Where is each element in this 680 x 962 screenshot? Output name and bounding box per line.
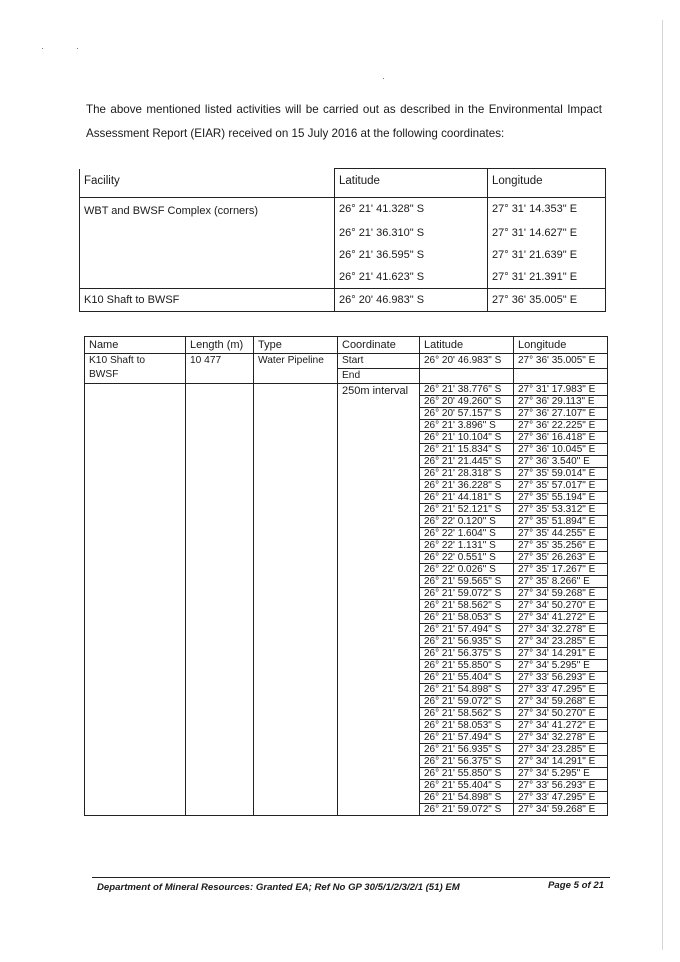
latitude-cell: 26° 21' 36.228" S bbox=[420, 480, 514, 492]
longitude-cell: 27° 34' 59.268" E bbox=[514, 696, 608, 708]
longitude-cell: 27° 36' 10.045" E bbox=[514, 444, 608, 456]
latitude-cell: 26° 21' 57.494" S bbox=[420, 732, 514, 744]
longitude-cell: 27° 31' 21.391" E bbox=[488, 266, 606, 289]
facility-name: K10 Shaft to BWSF bbox=[80, 289, 335, 312]
pipeline-type: Water Pipeline bbox=[254, 354, 338, 384]
header-name: Name bbox=[85, 337, 186, 354]
latitude-cell: 26° 21' 59.072" S bbox=[420, 588, 514, 600]
latitude-cell: 26° 21' 36.595" S bbox=[335, 244, 488, 266]
latitude-cell: 26° 21' 59.565" S bbox=[420, 576, 514, 588]
header-latitude: Latitude bbox=[420, 337, 514, 354]
scan-edge-line bbox=[662, 20, 663, 950]
latitude-cell: 26° 21' 56.935" S bbox=[420, 636, 514, 648]
latitude-cell: 26° 21' 58.562" S bbox=[420, 600, 514, 612]
latitude-cell: 26° 21' 44.181" S bbox=[420, 492, 514, 504]
latitude-cell: 26° 22' 1.604" S bbox=[420, 528, 514, 540]
latitude-cell: 26° 20' 57.157" S bbox=[420, 408, 514, 420]
table-header-row bbox=[80, 169, 606, 198]
latitude-cell: 26° 21' 54.898" S bbox=[420, 684, 514, 696]
longitude-cell: 27° 33' 47.295" E bbox=[514, 684, 608, 696]
latitude-cell: 26° 21' 55.850" S bbox=[420, 660, 514, 672]
scan-speck bbox=[42, 48, 43, 49]
longitude-cell: 27° 35' 57.017" E bbox=[514, 480, 608, 492]
latitude-cell: 26° 21' 21.445" S bbox=[420, 456, 514, 468]
longitude-cell: 27° 35' 17.267" E bbox=[514, 564, 608, 576]
longitude-cell: 27° 35' 59.014" E bbox=[514, 468, 608, 480]
latitude-cell: 26° 21' 52.121" S bbox=[420, 504, 514, 516]
longitude-cell: 27° 36' 35.005" E bbox=[488, 289, 606, 312]
latitude-cell: 26° 21' 55.404" S bbox=[420, 780, 514, 792]
longitude-cell: 27° 34' 59.268" E bbox=[514, 804, 608, 816]
longitude-cell: 27° 36' 3.540" E bbox=[514, 456, 608, 468]
header-longitude: Longitude bbox=[488, 169, 606, 198]
pipeline-length: 10 477 bbox=[186, 354, 254, 384]
longitude-cell: 27° 34' 14.291" E bbox=[514, 756, 608, 768]
intro-line-2: Assessment Report (EIAR) received on 15 July 2016 at the following coordinates: bbox=[86, 127, 505, 140]
coordinate-start: Start bbox=[338, 354, 420, 369]
latitude-cell: 26° 22' 0.026" S bbox=[420, 564, 514, 576]
longitude-cell: 27° 33' 56.293" E bbox=[514, 672, 608, 684]
header-longitude: Longitude bbox=[514, 337, 608, 354]
longitude-cell: 27° 34' 50.270" E bbox=[514, 708, 608, 720]
pipeline-name-line-2: BWSF bbox=[89, 369, 119, 380]
table-row bbox=[85, 384, 608, 396]
header-length: Length (m) bbox=[186, 337, 254, 354]
pipeline-name-line-1: K10 Shaft to bbox=[89, 355, 146, 366]
latitude-cell: 26° 20' 46.983" S bbox=[335, 289, 488, 312]
latitude-cell: 26° 21' 58.053" S bbox=[420, 612, 514, 624]
longitude-cell: 27° 31' 21.639" E bbox=[488, 244, 606, 266]
facility-name: WBT and BWSF Complex (corners) bbox=[80, 198, 335, 223]
longitude-cell: 27° 35' 8.266" E bbox=[514, 576, 608, 588]
longitude-cell: 27° 31' 14.353" E bbox=[488, 198, 606, 223]
latitude-cell: 26° 21' 3.896" S bbox=[420, 420, 514, 432]
pipeline-coordinates-table bbox=[84, 336, 608, 816]
coordinate-interval: 250m interval bbox=[338, 384, 420, 816]
longitude-cell: 27° 35' 53.312" E bbox=[514, 504, 608, 516]
intro-paragraph bbox=[86, 98, 602, 146]
latitude-cell: 26° 21' 28.318" S bbox=[420, 468, 514, 480]
longitude-cell: 27° 31' 17.983" E bbox=[514, 384, 608, 396]
header-coordinate: Coordinate bbox=[338, 337, 420, 354]
latitude-cell: 26° 21' 58.562" S bbox=[420, 708, 514, 720]
scan-speck bbox=[383, 78, 384, 79]
latitude-cell: 26° 21' 38.776" S bbox=[420, 384, 514, 396]
longitude-cell: 27° 34' 50.270" E bbox=[514, 600, 608, 612]
latitude-cell: 26° 20' 49.260" S bbox=[420, 396, 514, 408]
latitude-cell: 26° 21' 15.834" S bbox=[420, 444, 514, 456]
latitude-cell: 26° 21' 41.328" S bbox=[335, 198, 488, 223]
table-row bbox=[80, 222, 606, 244]
latitude-cell: 26° 21' 59.072" S bbox=[420, 804, 514, 816]
longitude-cell: 27° 34' 41.272" E bbox=[514, 720, 608, 732]
longitude-cell: 27° 34' 59.268" E bbox=[514, 588, 608, 600]
latitude-cell: 26° 21' 41.623" S bbox=[335, 266, 488, 289]
latitude-cell: 26° 22' 0.120" S bbox=[420, 516, 514, 528]
table-row bbox=[85, 354, 608, 369]
header-type: Type bbox=[254, 337, 338, 354]
longitude-cell: 27° 35' 55.194" E bbox=[514, 492, 608, 504]
longitude-cell: 27° 34' 23.285" E bbox=[514, 636, 608, 648]
latitude-cell: 26° 21' 55.850" S bbox=[420, 768, 514, 780]
table-row bbox=[80, 266, 606, 289]
longitude-cell: 27° 35' 26.263" E bbox=[514, 552, 608, 564]
latitude-cell: 26° 21' 58.053" S bbox=[420, 720, 514, 732]
longitude-cell: 27° 36' 16.418" E bbox=[514, 432, 608, 444]
table-header-row bbox=[85, 337, 608, 354]
coordinate-end: End bbox=[338, 369, 420, 384]
latitude-cell: 26° 20' 46.983" S bbox=[420, 354, 514, 369]
latitude-cell: 26° 21' 59.072" S bbox=[420, 696, 514, 708]
longitude-cell: 27° 33' 47.295" E bbox=[514, 792, 608, 804]
longitude-cell: 27° 34' 32.278" E bbox=[514, 732, 608, 744]
longitude-cell: 27° 34' 5.295" E bbox=[514, 768, 608, 780]
longitude-cell: 27° 34' 14.291" E bbox=[514, 648, 608, 660]
latitude-cell: 26° 22' 0.551" S bbox=[420, 552, 514, 564]
latitude-cell: 26° 21' 55.404" S bbox=[420, 672, 514, 684]
longitude-cell: 27° 33' 56.293" E bbox=[514, 780, 608, 792]
latitude-cell: 26° 21' 36.310" S bbox=[335, 222, 488, 244]
longitude-cell: 27° 34' 5.295" E bbox=[514, 660, 608, 672]
longitude-cell: 27° 34' 32.278" E bbox=[514, 624, 608, 636]
latitude-cell: 26° 21' 56.375" S bbox=[420, 756, 514, 768]
scan-speck bbox=[77, 48, 78, 49]
longitude-cell: 27° 35' 35.256" E bbox=[514, 540, 608, 552]
latitude-cell: 26° 21' 54.898" S bbox=[420, 792, 514, 804]
longitude-cell: 27° 36' 27.107" E bbox=[514, 408, 608, 420]
page-number: Page 5 of 21 bbox=[548, 880, 604, 891]
longitude-cell: 27° 35' 44.255" E bbox=[514, 528, 608, 540]
header-facility: Facility bbox=[80, 169, 335, 198]
pipeline-name bbox=[85, 354, 186, 384]
latitude-cell: 26° 21' 57.494" S bbox=[420, 624, 514, 636]
longitude-cell: 27° 35' 51.894" E bbox=[514, 516, 608, 528]
table-row bbox=[80, 289, 606, 312]
longitude-cell: 27° 34' 41.272" E bbox=[514, 612, 608, 624]
latitude-cell: 26° 21' 56.935" S bbox=[420, 744, 514, 756]
table-row bbox=[80, 198, 606, 223]
footer-reference: Department of Mineral Resources: Granted EA; Ref No GP 30/5/1/2/3/2/1 (51) EM bbox=[97, 882, 460, 893]
table-row bbox=[80, 244, 606, 266]
intro-line-1: The above mentioned listed activities will be carried out as described in the Environmental Impact bbox=[86, 103, 602, 116]
header-latitude: Latitude bbox=[335, 169, 488, 198]
longitude-cell: 27° 36' 35.005" E bbox=[514, 354, 608, 369]
latitude-cell: 26° 21' 10.104" S bbox=[420, 432, 514, 444]
longitude-cell: 27° 36' 22.225" E bbox=[514, 420, 608, 432]
latitude-cell: 26° 22' 1.131" S bbox=[420, 540, 514, 552]
longitude-cell: 27° 31' 14.627" E bbox=[488, 222, 606, 244]
facility-coordinates-table bbox=[79, 168, 606, 312]
latitude-cell: 26° 21' 56.375" S bbox=[420, 648, 514, 660]
footer-divider bbox=[92, 877, 610, 878]
longitude-cell: 27° 34' 23.285" E bbox=[514, 744, 608, 756]
longitude-cell: 27° 36' 29.113" E bbox=[514, 396, 608, 408]
